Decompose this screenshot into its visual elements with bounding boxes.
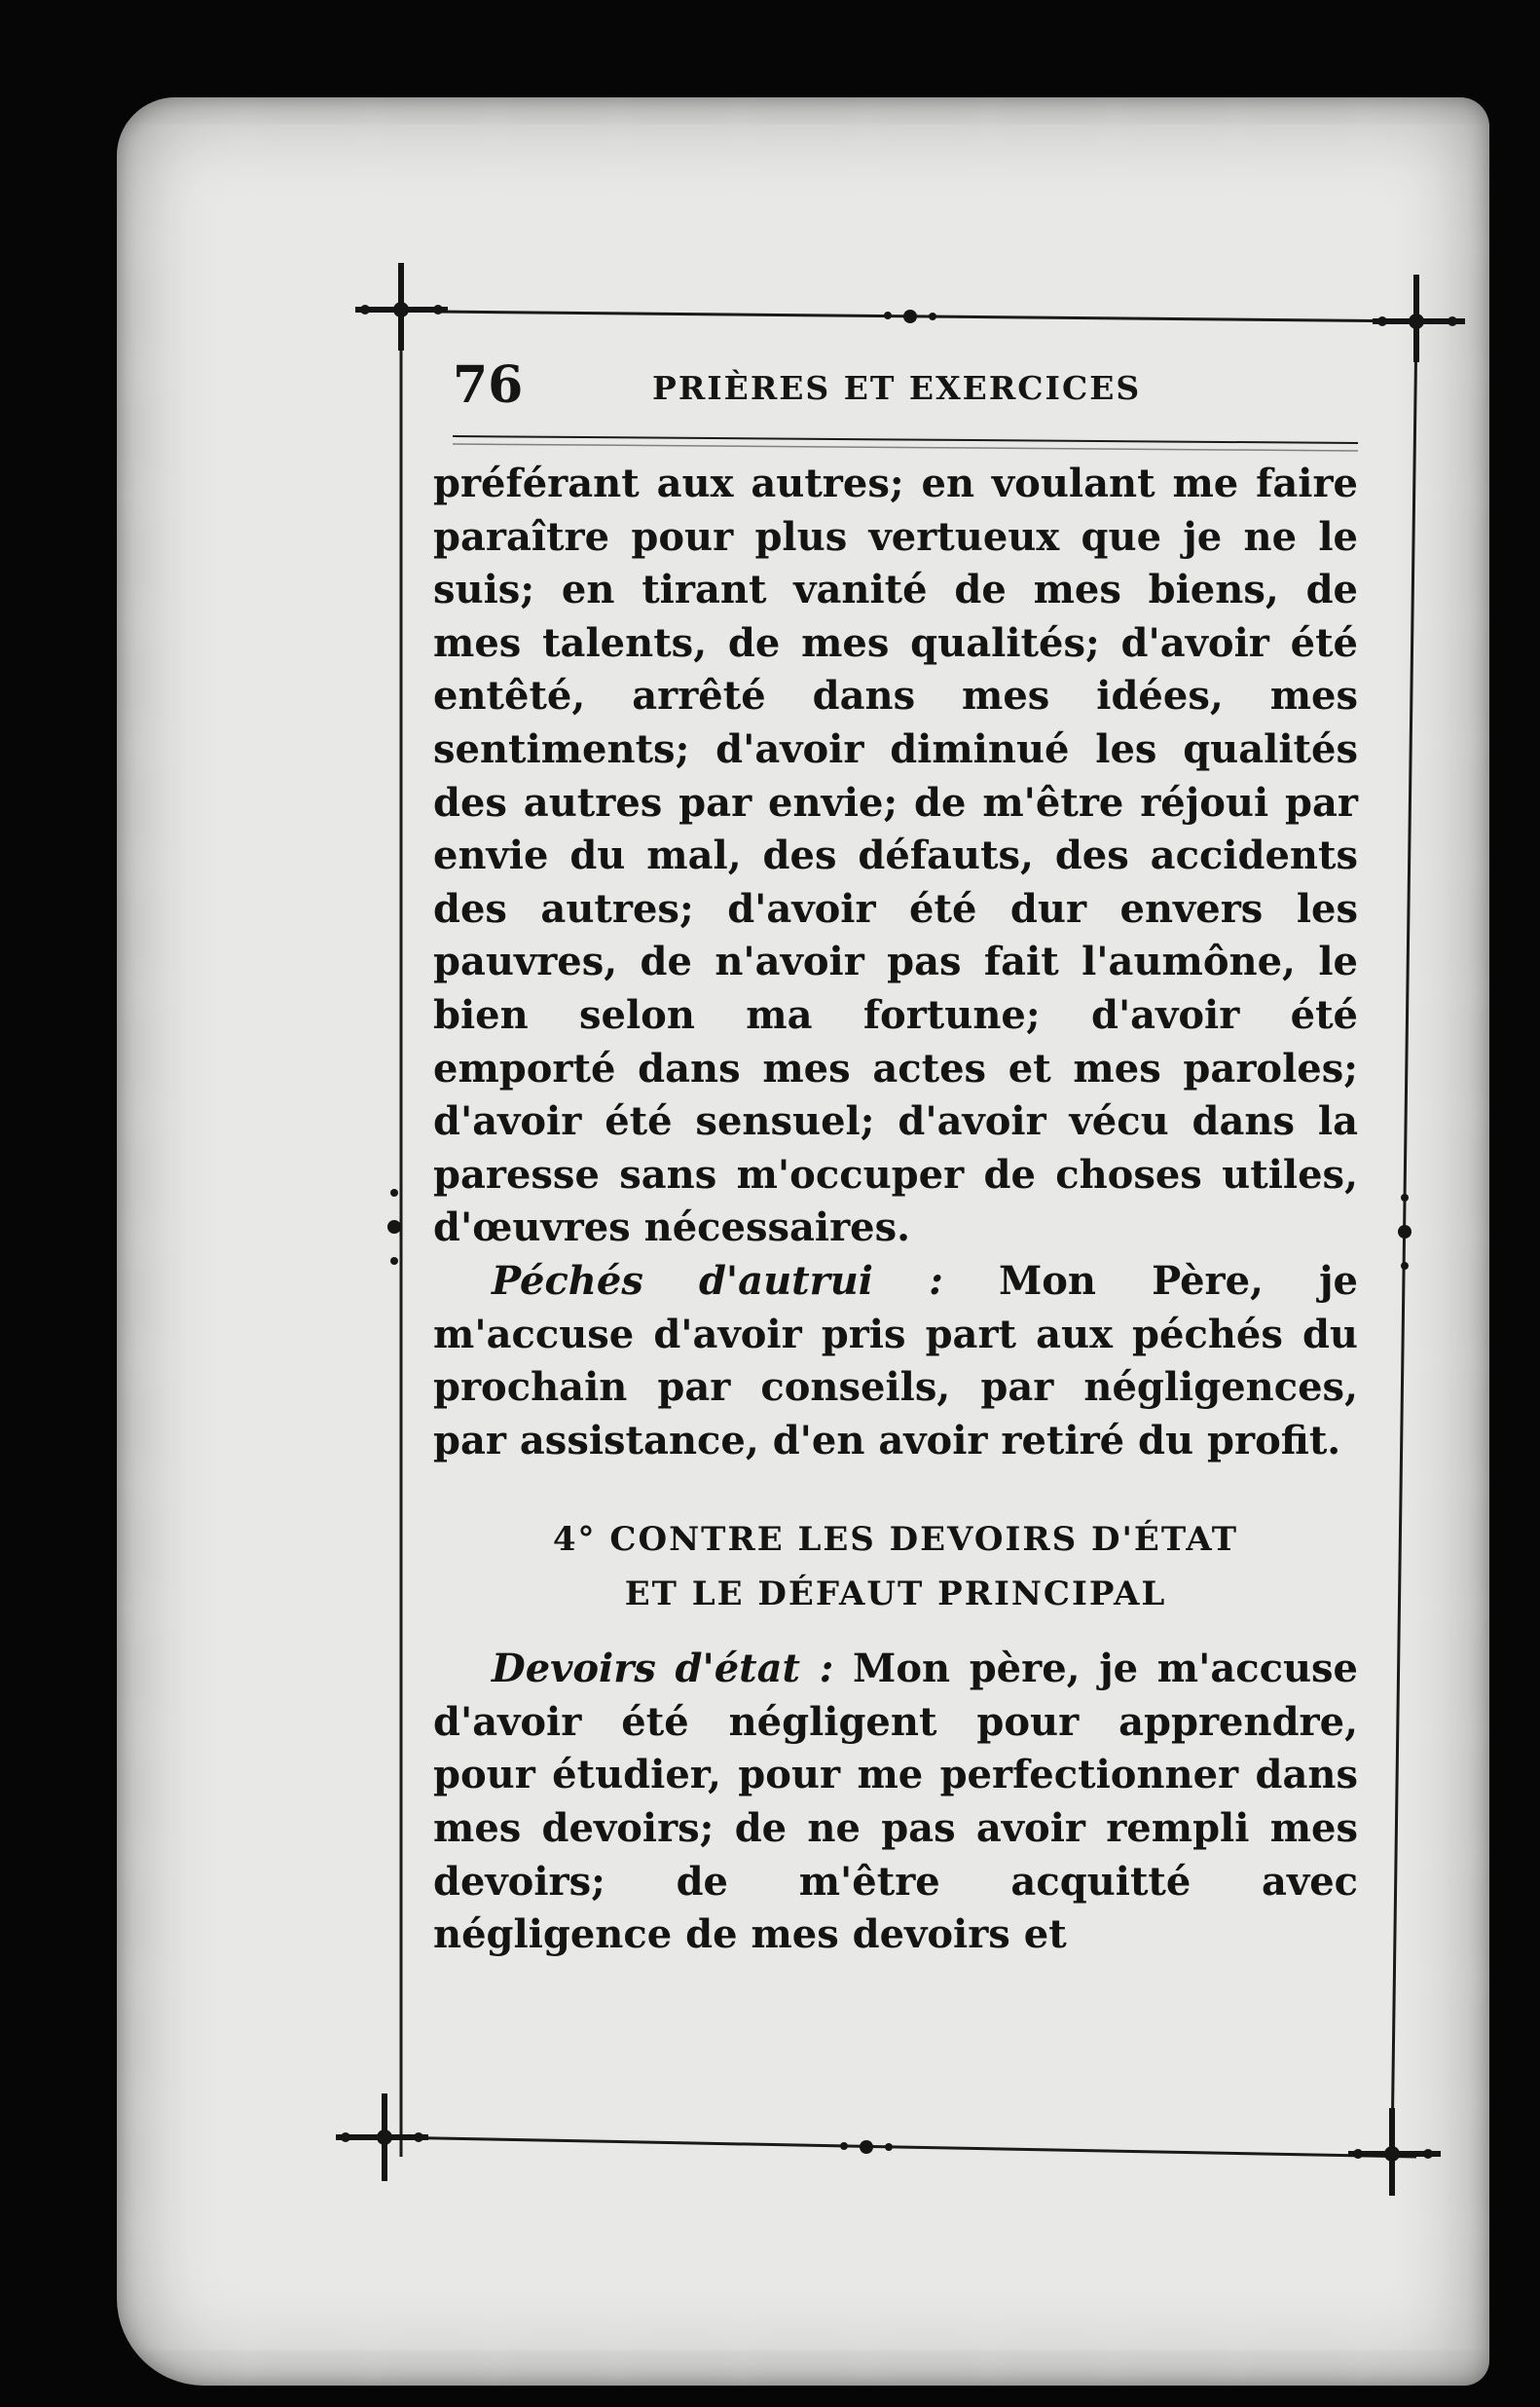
paragraph xyxy=(433,1255,1358,1467)
corner-ornament-top-left xyxy=(355,263,448,351)
border-top-line xyxy=(438,312,1416,321)
corner-ornament-bottom-left xyxy=(336,2093,428,2181)
paragraph xyxy=(433,458,1358,1255)
corner-ornament-top-right xyxy=(1373,275,1465,362)
section-heading-line: ET LE DÉFAUT PRINCIPAL xyxy=(624,1574,1167,1614)
paragraph-text: préférant aux autres; en voulant me faire paraître pour plus vertueux que je ne le suis; en tirant vanité de mes biens, de mes talents, de mes qualités; d'avoir été entêté, arrêté dans mes idées, mes sentiments; d'avoir diminué les qualités des autres par envie; de m'être réjoui par envie du mal, des défauts, des accidents des autres; d'avoir été dur envers les pauvres, de n'avoir pas fait l'aumône, le bien selon ma fortune; d'avoir été emporté dans mes actes et mes paroles; d'avoir été sensuel; d'avoir vécu dans la paresse sans m'occuper de choses utiles, d'œuvres nécessaires. xyxy=(433,461,1358,1251)
section-heading-line: 4° CONTRE LES DEVOIRS D'ÉTAT xyxy=(552,1520,1239,1560)
header-rule xyxy=(453,436,1358,443)
mid-ornament-left xyxy=(387,1189,401,1265)
paragraph-lead: Devoirs d'état : xyxy=(492,1646,834,1692)
page-body-text xyxy=(433,458,1358,2113)
page-number: 76 xyxy=(453,355,524,415)
page-header xyxy=(453,355,1363,424)
section-heading xyxy=(433,1512,1358,1621)
corner-ornament-bottom-right xyxy=(1348,2108,1441,2196)
border-bottom-line xyxy=(385,2137,1416,2157)
paragraph-lead: Péchés d'autrui : xyxy=(492,1257,943,1304)
running-title: PRIÈRES ET EXERCICES xyxy=(652,369,1142,407)
paragraph-text: Mon père, je m'accuse d'avoir été négligent pour apprendre, pour étudier, pour me perfectionner dans mes devoirs; de ne pas avoir rempli mes devoirs; de m'être acquitté avec négligence de mes devoirs et xyxy=(433,1646,1358,1958)
paragraph xyxy=(433,1643,1358,1962)
paragraph-text: Mon Père, je m'accuse d'avoir pris part aux péchés du prochain par conseils, par négligences, par assistance, d'en avoir retiré du profit. xyxy=(433,1257,1358,1463)
